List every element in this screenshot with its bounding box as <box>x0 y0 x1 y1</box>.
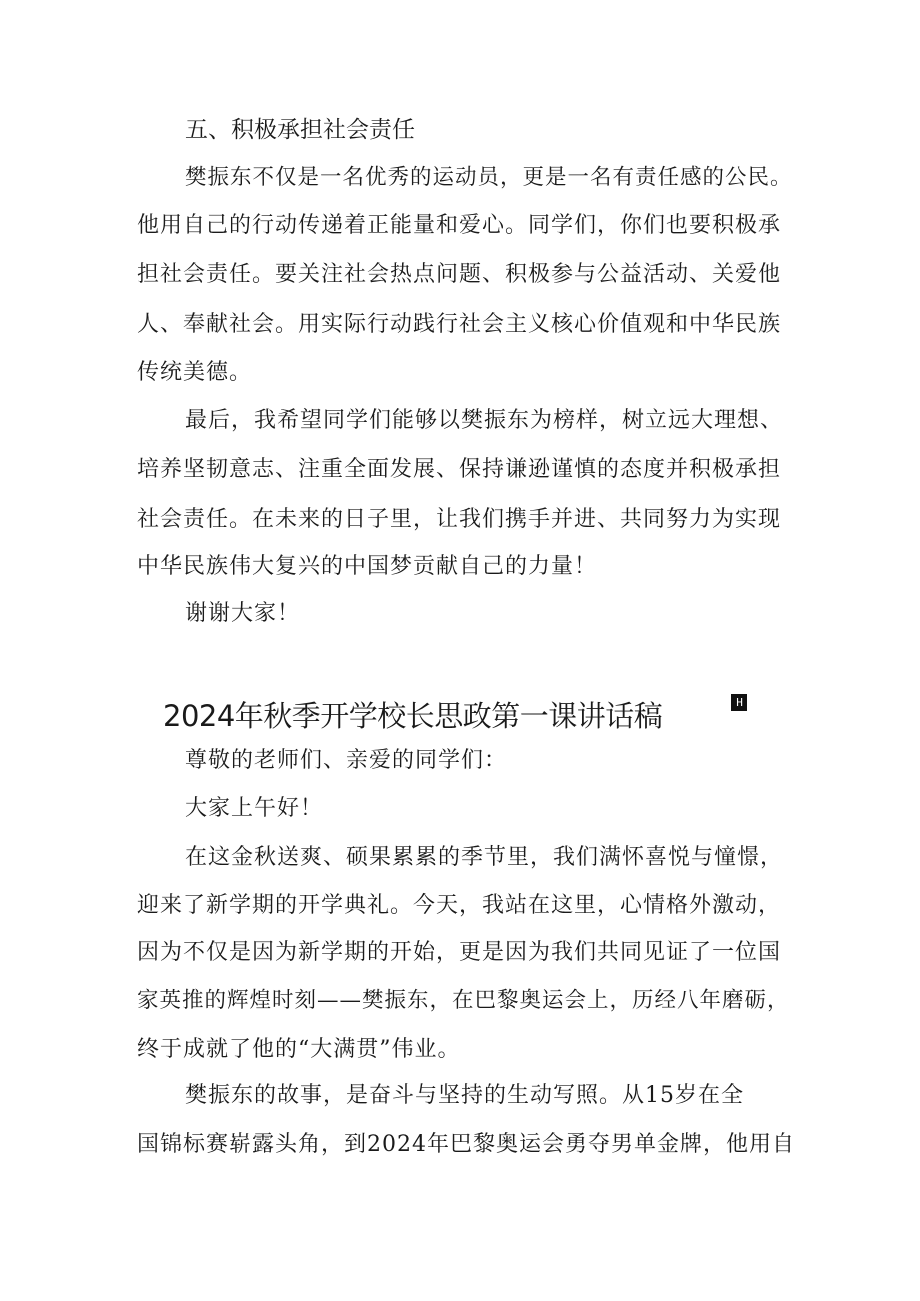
paragraph-line: 最后，我希望同学们能够以樊振东为榜样，树立远大理想、 <box>185 408 784 433</box>
paragraph-line: 担社会责任。要关注社会热点问题、积极参与公益活动、关爱他 <box>137 262 782 287</box>
paragraph-line: 国锦标赛崭露头角，到2024年巴黎奥运会勇夺男单金牌，他用自 <box>137 1132 795 1157</box>
paragraph-line: 传统美德。 <box>137 360 253 385</box>
paragraph-line: 他用自己的行动传递着正能量和爱心。同学们，你们也要积极承 <box>137 213 782 238</box>
paragraph-line: 因为不仅是因为新学期的开始，更是因为我们共同见证了一位国 <box>137 940 782 965</box>
salutation: 尊敬的老师们、亲爱的同学们： <box>185 748 508 773</box>
closing-thanks: 谢谢大家！ <box>185 601 301 626</box>
paragraph-line: 樊振东的故事，是奋斗与坚持的生动写照。从15岁在全 <box>185 1083 744 1108</box>
paragraph-line: 在这金秋送爽、硕果累累的季节里，我们满怀喜悦与憧憬， <box>185 845 784 870</box>
greeting: 大家上午好！ <box>185 796 324 821</box>
title-mark-icon: H <box>731 694 747 711</box>
paragraph-line: 樊振东不仅是一名优秀的运动员，更是一名有责任感的公民。 <box>185 165 793 190</box>
paragraph-line: 人、奉献社会。用实际行动践行社会主义核心价值观和中华民族 <box>137 312 782 337</box>
paragraph-line: 家英推的辉煌时刻——樊振东，在巴黎奥运会上，历经八年磨砺， <box>137 988 790 1013</box>
paragraph-line: 终于成就了他的“大满贯”伟业。 <box>137 1037 461 1062</box>
document-title: 2024年秋季开学校长思政第一课讲话稿 <box>163 699 663 733</box>
paragraph-line: 中华民族伟大复兴的中国梦贡献自己的力量！ <box>137 554 598 579</box>
paragraph-line: 社会责任。在未来的日子里，让我们携手并进、共同努力为实现 <box>137 507 782 532</box>
paragraph-line: 培养坚韧意志、注重全面发展、保持谦逊谨慎的态度并积极承担 <box>137 457 782 482</box>
paragraph-line: 迎来了新学期的开学典礼。今天，我站在这里，心情格外激动， <box>137 893 782 918</box>
section-heading: 五、积极承担社会责任 <box>185 117 415 143</box>
